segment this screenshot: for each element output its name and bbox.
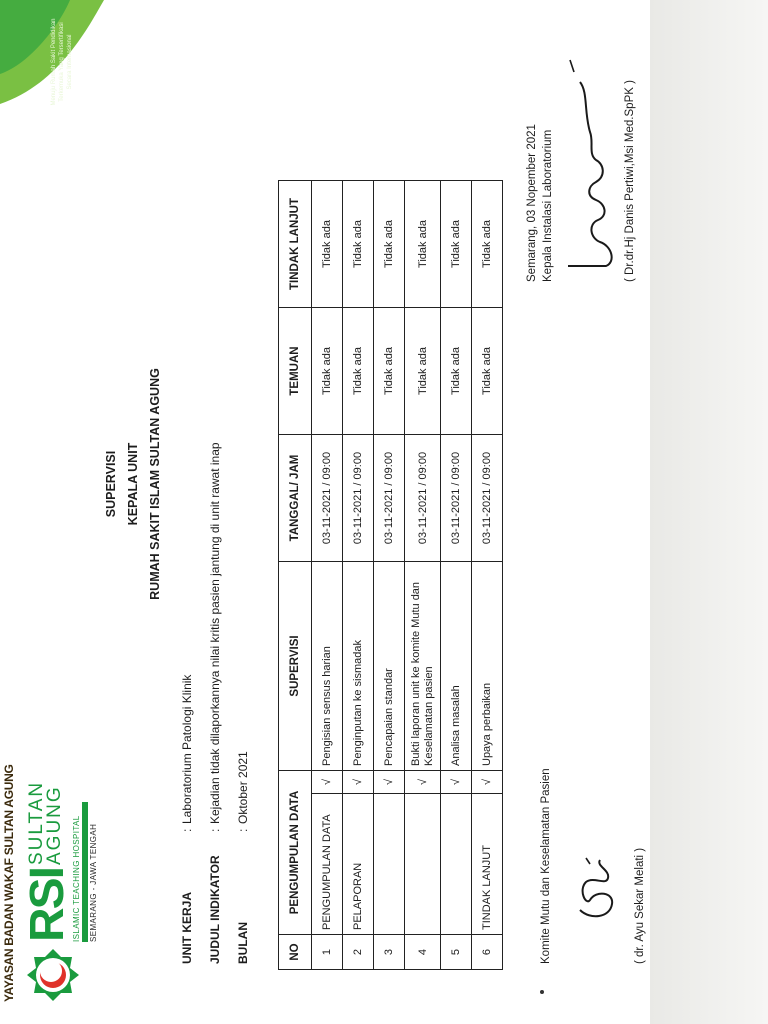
cell-tanggal: 03-11-2021 / 09:00: [441, 435, 472, 562]
hospital-logo-icon: [26, 948, 80, 1002]
cell-no: 2: [343, 935, 374, 970]
cell-no: 4: [405, 935, 441, 970]
indikator-label: JUDUL INDIKATOR: [208, 855, 222, 964]
handwritten-signature-icon: [560, 840, 630, 930]
supervision-table: [278, 180, 503, 970]
city-text: SEMARANG - JAWA TENGAH: [89, 823, 98, 942]
cell-tindak: Tidak ada: [405, 181, 441, 308]
check-mark: √: [472, 771, 503, 794]
cell-tanggal: 03-11-2021 / 09:00: [374, 435, 405, 562]
scan-speck: [540, 990, 544, 994]
cell-tindak: Tidak ada: [343, 181, 374, 308]
colon: :: [180, 828, 194, 832]
cell-pengumpulan: PENGUMPULAN DATA: [312, 794, 343, 935]
cell-supervisi: Bukti laporan unit ke komite Mutu dan Keselamatan pasien: [405, 562, 441, 771]
signing-date: Semarang, 03 Nopember 2021: [526, 124, 538, 282]
table-header-row: [279, 181, 312, 970]
document-title: [100, 294, 166, 674]
cell-pengumpulan: [441, 794, 472, 935]
cell-supervisi: Pencapaian standar: [374, 562, 405, 771]
scan-background: [650, 0, 768, 1024]
left-signer-name: ( dr. Ayu Sekar Melati ): [634, 847, 646, 964]
cell-no: 5: [441, 935, 472, 970]
header-temuan: TEMUAN: [279, 308, 312, 435]
title-line-2: KEPALA UNIT: [126, 442, 140, 526]
colon: :: [236, 828, 250, 832]
header-tindak: TINDAK LANJUT: [279, 181, 312, 308]
cell-temuan: Tidak ada: [472, 308, 503, 435]
check-mark: √: [441, 771, 472, 794]
cell-no: 1: [312, 935, 343, 970]
title-line-3: RUMAH SAKIT ISLAM SULTAN AGUNG: [148, 368, 162, 600]
brand-agung-text: AGUNG: [44, 785, 65, 865]
check-mark: √: [343, 771, 374, 794]
cell-temuan: Tidak ada: [441, 308, 472, 435]
corner-tagline: Menuju Rumah Sakit Pendidikan Terkemuka Yang Tersertifikasi Secara Internasional: [51, 18, 73, 106]
unit-value: Laboratorium Patologi Klinik: [180, 674, 194, 824]
cell-tanggal: 03-11-2021 / 09:00: [312, 435, 343, 562]
right-signer-name: ( Dr.dr.Hj Danis Pertiwi,Msi Med.SpPK ): [624, 80, 636, 282]
bulan-label: BULAN: [236, 922, 250, 964]
cell-temuan: Tidak ada: [405, 308, 441, 435]
check-mark: √: [405, 771, 441, 794]
table-row: [472, 181, 503, 970]
header-no: NO: [279, 935, 312, 970]
handwritten-signature-icon: [560, 42, 624, 282]
title-line-1: SUPERVISI: [104, 450, 118, 518]
table-row: [312, 181, 343, 970]
cell-temuan: Tidak ada: [343, 308, 374, 435]
cell-tindak: Tidak ada: [472, 181, 503, 308]
cell-pengumpulan: [374, 794, 405, 935]
header-pengumpulan: PENGUMPULAN DATA: [279, 771, 312, 935]
cell-temuan: Tidak ada: [312, 308, 343, 435]
colon: :: [208, 828, 222, 832]
cell-tanggal: 03-11-2021 / 09:00: [472, 435, 503, 562]
cell-no: 3: [374, 935, 405, 970]
cell-supervisi: Penginputan ke sismadak: [343, 562, 374, 771]
table-row: [405, 181, 441, 970]
check-mark: √: [312, 771, 343, 794]
cell-tanggal: 03-11-2021 / 09:00: [343, 435, 374, 562]
cell-no: 6: [472, 935, 503, 970]
header-tanggal: TANGGAL/ JAM: [279, 435, 312, 562]
cell-supervisi: Upaya perbaikan: [472, 562, 503, 771]
brand-logo-text: RSI: [21, 867, 74, 942]
check-mark: √: [374, 771, 405, 794]
right-signer-role: Kepala Instalasi Laboratorium: [542, 129, 554, 282]
unit-label: UNIT KERJA: [180, 891, 194, 964]
cell-tanggal: 03-11-2021 / 09:00: [405, 435, 441, 562]
cell-pengumpulan: PELAPORAN: [343, 794, 374, 935]
header-supervisi: SUPERVISI: [279, 562, 312, 771]
brand-sultan-text: SULTAN: [26, 780, 47, 865]
foundation-name: YAYASAN BADAN WAKAF SULTAN AGUNG: [2, 764, 16, 1002]
cell-pengumpulan: [405, 794, 441, 935]
teaching-hospital-text: ISLAMIC TEACHING HOSPITAL: [72, 815, 81, 942]
cell-supervisi: Pengisian sensus harian: [312, 562, 343, 771]
cell-pengumpulan: TINDAK LANJUT: [472, 794, 503, 935]
indikator-value: Kejadian tidak dilaporkannya nilai kritis pasien jantung di unit rawat inap: [208, 442, 222, 824]
bulan-value: Oktober 2021: [236, 751, 250, 824]
cell-temuan: Tidak ada: [374, 308, 405, 435]
table-row: [343, 181, 374, 970]
brand-bar: [82, 802, 88, 942]
cell-tindak: Tidak ada: [312, 181, 343, 308]
left-signer-role: Komite Mutu dan Keselamatan Pasien: [540, 768, 552, 964]
table-row: [374, 181, 405, 970]
table-row: [441, 181, 472, 970]
cell-supervisi: Analisa masalah: [441, 562, 472, 771]
cell-tindak: Tidak ada: [374, 181, 405, 308]
cell-tindak: Tidak ada: [441, 181, 472, 308]
